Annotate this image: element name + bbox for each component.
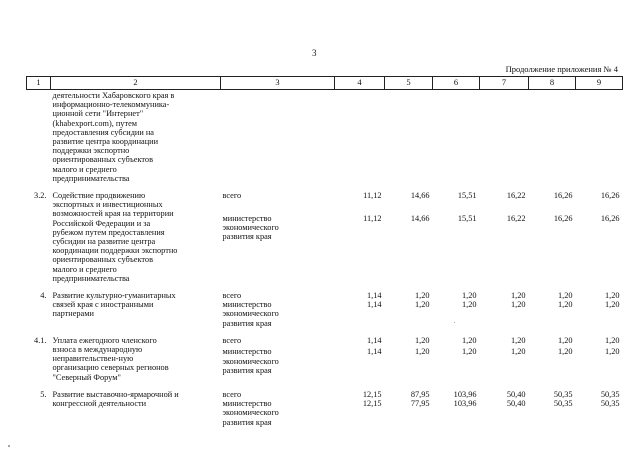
value-cell: 50,40 (506, 399, 526, 409)
cell-text-line: развития края (222, 365, 272, 375)
cell-text-line: конгрессной деятельности (52, 399, 147, 409)
table-row (27, 90, 623, 184)
cell-text-line: развития края (222, 232, 272, 242)
column-header: 3 (221, 77, 335, 90)
value-cell: 77,95 (410, 399, 430, 409)
row-description (51, 336, 221, 382)
value-cell: 1,20 (510, 335, 526, 345)
value-cell: 50,40 (506, 389, 526, 399)
value-cell: 50,35 (553, 389, 573, 399)
funding-source (221, 336, 335, 348)
cell-text-line: связей края с иностранными (52, 300, 154, 310)
cell-text-line: министерство (222, 214, 272, 224)
value-cell: 87,95 (410, 389, 430, 399)
row-number: 4. (40, 291, 47, 301)
funding-source (221, 347, 335, 382)
value-cell: 16,26 (600, 214, 620, 224)
value-cell (576, 90, 623, 184)
value-cell: 1,20 (604, 347, 620, 357)
cell-text-line: ционной сети "Интернет" (52, 109, 144, 119)
funding-source (221, 390, 335, 399)
cell-text-line: всего (222, 389, 242, 399)
row-description (51, 390, 221, 427)
row-spacer (27, 382, 623, 390)
value-cell: 1,14 (366, 291, 382, 301)
page-number: 3 (312, 48, 317, 58)
value-cell: 1,20 (510, 347, 526, 357)
cell-text-line: ориентированных субъектов (52, 255, 153, 265)
value-cell: 1,20 (414, 335, 430, 345)
column-header: 1 (27, 77, 51, 90)
cell-text-line: развития края (222, 318, 272, 328)
row-spacer (27, 328, 623, 336)
cell-text-line: Уплата ежегодного членского (52, 335, 157, 345)
value-cell: 1,20 (604, 300, 620, 310)
cell-text-line: субсидии на развитие центра (52, 237, 156, 247)
spacer-cell (27, 283, 623, 291)
spacer-cell (27, 183, 623, 191)
value-cell: 50,35 (600, 399, 620, 409)
cell-text-line: "Северный Форум" (52, 372, 121, 382)
cell-text-line: рубежом путем предоставления (52, 227, 165, 237)
value-cell: 16,22 (506, 191, 526, 201)
value-cell: 50,35 (600, 389, 620, 399)
cell-text-line: экономического (222, 408, 279, 418)
value-cell: 1,20 (510, 291, 526, 301)
column-header: 5 (385, 77, 433, 90)
row-spacer (27, 283, 623, 291)
value-cell (480, 90, 529, 184)
funding-source (221, 399, 335, 427)
cell-text-line: развитие центра координации (52, 137, 159, 147)
value-cell: 1,20 (414, 291, 430, 301)
row-number (27, 90, 51, 184)
row-description (51, 191, 221, 283)
row-number: 5. (40, 389, 47, 399)
spacer-cell (27, 328, 623, 336)
value-cell: 1,20 (461, 300, 477, 310)
row-description (51, 90, 221, 184)
value-cell (385, 90, 433, 184)
cell-text-line: координации поддержки экспортно (52, 246, 178, 256)
value-cell: 1,20 (461, 291, 477, 301)
column-header: 7 (480, 77, 529, 90)
funding-source (221, 90, 335, 184)
value-cell: 1,20 (461, 335, 477, 345)
column-header: 8 (529, 77, 576, 90)
column-header: 9 (576, 77, 623, 90)
value-cell: 50,35 (553, 399, 573, 409)
table-row (27, 336, 623, 348)
column-header: 6 (433, 77, 480, 90)
value-cell: 14,66 (410, 191, 430, 201)
table-row (27, 291, 623, 300)
funding-source (221, 191, 335, 214)
value-cell: 1,20 (557, 300, 573, 310)
budget-table (26, 76, 623, 427)
value-cell: 15,51 (457, 191, 477, 201)
scan-speck (454, 322, 455, 323)
column-header: 4 (335, 77, 385, 90)
value-cell: 1,20 (557, 335, 573, 345)
cell-text-line: всего (222, 291, 242, 301)
cell-text-line: организацию северных регионов (52, 363, 169, 373)
value-cell: 14,66 (410, 214, 430, 224)
cell-text-line: экономического (222, 223, 279, 233)
spacer-cell (27, 382, 623, 390)
value-cell: 1,20 (604, 335, 620, 345)
cell-text-line: (khabexport.com), путем (52, 118, 138, 128)
value-cell: 103,96 (453, 399, 477, 409)
scan-speck (8, 445, 10, 447)
value-cell: 16,26 (553, 214, 573, 224)
row-description (51, 291, 221, 328)
value-cell: 15,51 (457, 214, 477, 224)
value-cell: 16,26 (553, 191, 573, 201)
cell-text-line: возможностей края на территории (52, 209, 174, 219)
cell-text-line: Российской Федерации и за (52, 218, 151, 228)
value-cell: 1,20 (414, 300, 430, 310)
funding-source (221, 291, 335, 300)
value-cell (433, 90, 480, 184)
value-cell: 16,26 (600, 191, 620, 201)
cell-text-line: предпринимательства (52, 173, 130, 183)
cell-text-line: экономического (222, 356, 279, 366)
cell-text-line: предоставления субсидии на (52, 127, 154, 137)
value-cell: 11,12 (363, 214, 382, 224)
cell-text-line: деятельности Хабаровского края в (52, 91, 175, 100)
cell-text-line: поддержки экспортно (52, 146, 130, 156)
row-number: 3.2. (34, 191, 47, 201)
table-row (27, 191, 623, 214)
cell-text-line: министерство (222, 399, 272, 409)
value-cell: 11,12 (363, 191, 382, 201)
value-cell: 1,14 (366, 347, 382, 357)
cell-text-line: экономического (222, 309, 279, 319)
row-spacer (27, 183, 623, 191)
value-cell: 16,22 (506, 214, 526, 224)
value-cell: 1,20 (557, 347, 573, 357)
value-cell: 1,14 (366, 335, 382, 345)
cell-text-line: всего (222, 335, 242, 345)
funding-source (221, 214, 335, 283)
funding-source (221, 300, 335, 328)
value-cell: 1,20 (414, 347, 430, 357)
appendix-continuation-label: Продолжение приложения № 4 (505, 64, 618, 74)
value-cell: 1,14 (366, 300, 382, 310)
cell-text-line: экспортных и инвестиционных (52, 200, 163, 210)
cell-text-line: партнерами (52, 309, 94, 319)
value-cell: 12,15 (362, 399, 382, 409)
cell-text-line: взноса в международную (52, 345, 143, 355)
cell-text-line: неправительствен-ную (52, 354, 134, 364)
cell-text-line: информационно-телекоммуника- (52, 100, 170, 110)
value-cell: 103,96 (453, 389, 477, 399)
cell-text-line: малого и среднего (52, 264, 117, 274)
table-body (27, 90, 623, 427)
value-cell: 1,20 (461, 347, 477, 357)
value-cell (335, 90, 385, 184)
value-cell: 12,15 (362, 389, 382, 399)
cell-text-line: Содействие продвижению (52, 191, 146, 201)
cell-text-line: министерство (222, 347, 272, 357)
cell-text-line: министерство (222, 300, 272, 310)
cell-text-line: Развитие культурно-гуманитарных (52, 291, 176, 301)
value-cell: 1,20 (604, 291, 620, 301)
row-number: 4.1. (34, 335, 47, 345)
column-header: 2 (51, 77, 221, 90)
table-header-row (27, 77, 623, 90)
cell-text-line: предпринимательства (52, 273, 130, 283)
cell-text-line: ориентированных субъектов (52, 155, 153, 165)
cell-text-line: малого и среднего (52, 164, 117, 174)
table-row (27, 390, 623, 399)
cell-text-line: развития края (222, 417, 272, 427)
cell-text-line: Развитие выставочно-ярмарочной и (52, 389, 179, 399)
value-cell (529, 90, 576, 184)
value-cell: 1,20 (557, 291, 573, 301)
cell-text-line: всего (222, 191, 242, 201)
value-cell: 1,20 (510, 300, 526, 310)
